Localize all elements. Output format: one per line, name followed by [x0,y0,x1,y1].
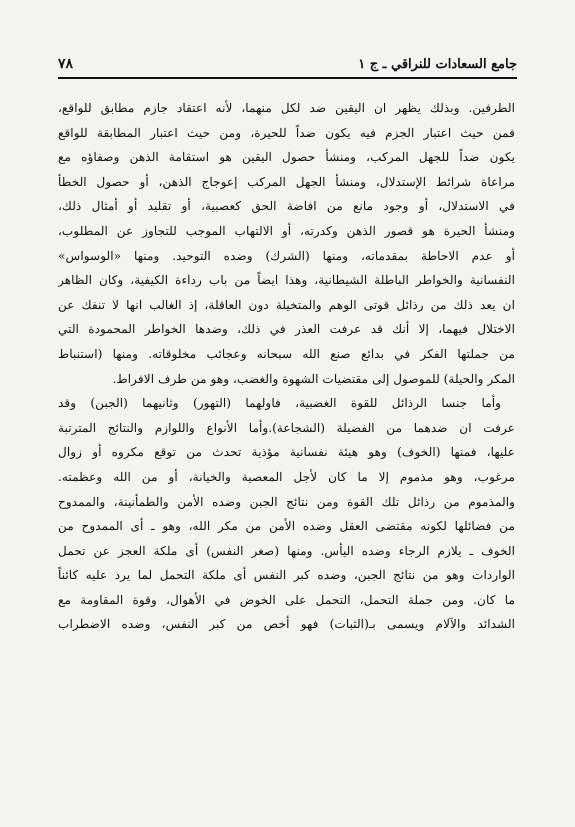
text-line: المكر والحيلة) للموصول إلى مقتضيات الشهوة والغضب، وهو من طرف الافراط. [112,371,515,386]
text-line: فمن حيث اعتبار الجزم فيه يكون ضداً للحيرة، ومن حيث اعتبار المطابقة للواقع [58,125,515,140]
text-line: وأما جنسا الرذائل للقوة الغضبية، فاولهما (التهور) وثانيهما (الجبن) وقد [58,396,501,411]
text-line: عليها، فمنها (الخوف) وهو هيئة نفسانية مؤذية تحدث من توقع مكروه أو زوال [58,445,515,460]
text-line: في الاستدلال، أو وجود مانع من افاضة الحق كعصبية، أو تقليد أو أمثال ذلك، [58,199,515,214]
text-line: النفسانية والخواطر الباطلة الشيطانية، وهذا ايضاً من باب رداءة الكيفية، وكان الظاهر [58,273,515,288]
text-line: الطرفين. وبذلك يظهر ان اليقين ضد لكل منهما، لأنه اعتقاد جازم مطابق للواقع، [58,101,515,115]
text-line: يكون ضداً للجهل المركب، ومنشأ حصول اليقين هو استقامة الذهن وصفاؤه مع [58,150,515,165]
text-line: من جملتها الفكر في بدائع صنع الله سبحانه وعجائب مخلوقاته. ومنها (استنباط [58,346,515,361]
text-line: الواردات وهو من نتائج الجبن، وضده كبر النفس أى ملكة التحمل لما يرد عليه كائناً [58,568,515,583]
text-line: أو عدم الاحاطة بمقدماته، ومنها (الشرك) وضده التوحيد. ومنها «الوسواس» [58,248,515,263]
running-title: جامع السعادات للنراقي ـ ج ١ [358,57,517,72]
text-line: ما كان. ومن جملة التحمل، التحمل على الخوض في الأهوال، وقوة المقاومة مع [58,592,515,607]
text-line: مرغوب، وهو مذموم إلا ما كان لأجل المعصية والخيانة، أو من الله وعظمته. [58,469,515,484]
page-header [58,56,517,79]
text-line: عرفت ان ضدهما من الفضيلة (الشجاعة).وأما الأنواع واللوازم والنتائج المترتبة [58,420,515,435]
text-line: الاختلال فيهما، إلا أنك قد عرفت العذر في ذلك، وضدها الخواطر المحمودة التي [58,322,515,337]
page-number: ٧٨ [58,56,74,72]
text-line: والمذموم من رذائل تلك القوة ومن نتائج الجبن وضده الأمن والطمأنينة، والممدوح [58,494,515,509]
text-line: من فضائلها لكونه مقتضى العقل وضده الأمن من مكر الله، وهو ـ أى الممدوح من [58,519,515,534]
body-text [58,96,515,637]
text-line: الخوف ـ يلازم الرجاء وضده اليأس. ومنها (صغر النفس) أى ملكة العجز عن تحمل [58,543,515,558]
text-line: الشدائد والآلام ويسمى بـ(الثبات) فهو أخص من كبر النفس، وضده الاضطراب [58,617,515,632]
text-line: ومنشأ الحيرة هو قصور الذهن وكدرته، أو الالتهاب الموجب للتجاوز عن المطلوب، [58,223,515,238]
text-line: ان يعد ذلك من رذائل قوتى الوهم والمتخيلة دون العاقلة، إذ الغالب انها لا تنفك عن [58,297,515,312]
text-line: مراعاة شرائط الإستدلال، ومنشأ الجهل المركب إعوجاج الذهن، أو حصول الخطأ [58,174,515,189]
